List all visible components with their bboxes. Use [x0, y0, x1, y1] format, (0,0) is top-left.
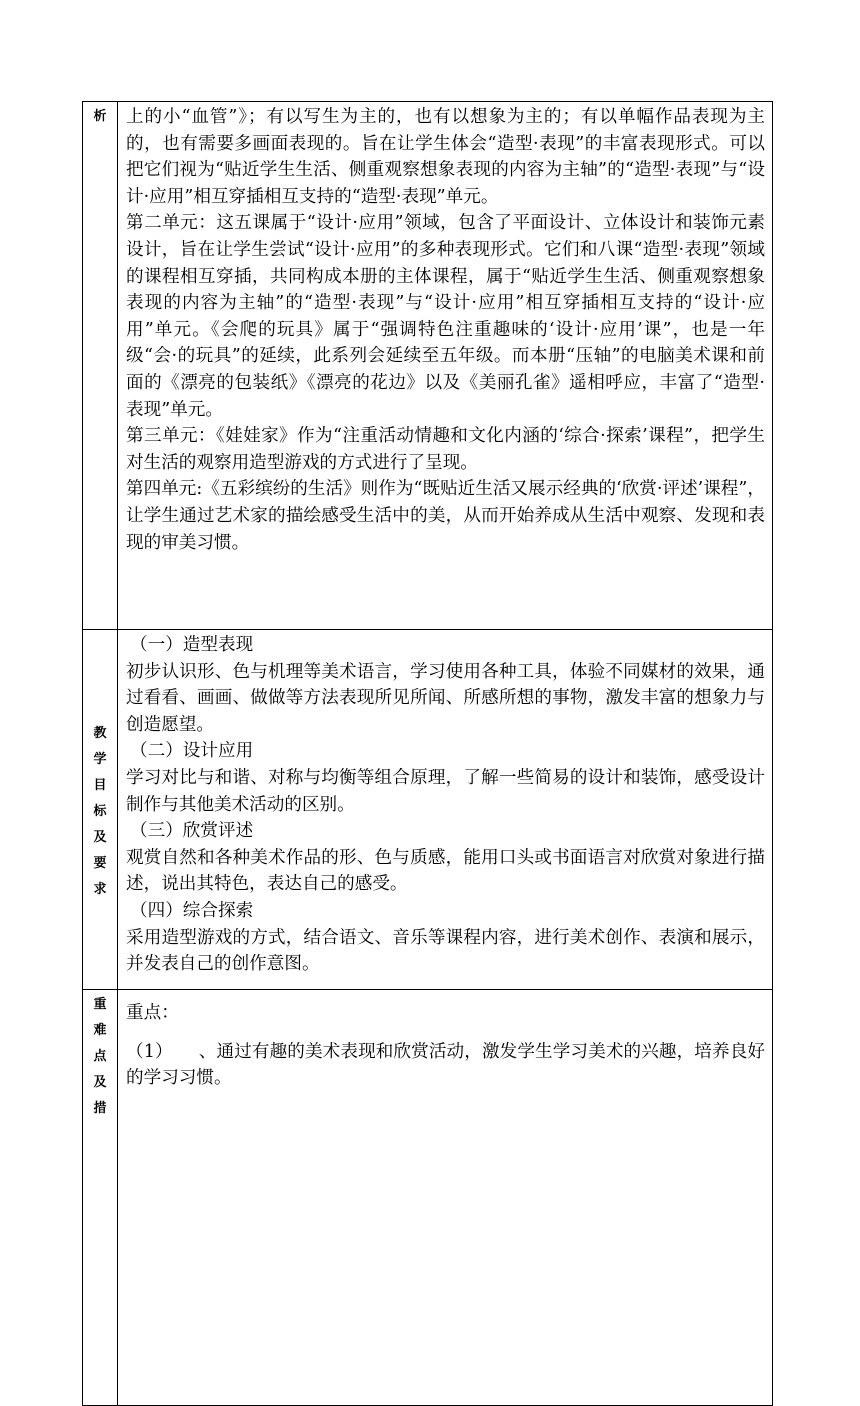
key-points-title: 重点：	[126, 1003, 179, 1023]
analysis-paragraph-1: 上的小“血管”》；有以写生为主的，也有以想象为主的；有以单幅作品表现为主的，也有需要多画面表现的。旨在让学生体会“造型·表现”的丰富表现形式。可以把它们视为“贴近学生生活、侧重观察想象表现的内容为主轴”的“造型·表现”与“设计·应用”相互穿插相互支持的“造型·表现”单元。	[126, 107, 765, 207]
goal-heading-3: （三）欣赏评述	[130, 821, 254, 842]
goals-label-char: 标	[93, 803, 107, 819]
key-label-char: 难	[93, 1023, 107, 1038]
key-label-char: 点	[93, 1049, 107, 1064]
goal-body-4: 采用造型游戏的方式，结合语文、音乐等课程内容，进行美术创作、表演和展示，并发表自己的创作意图。	[126, 927, 765, 975]
key-point-text: 、通过有趣的美术表现和欣赏活动，激发学生学习美术的兴趣，培养良好的学习习惯。	[126, 1041, 765, 1089]
goal-body-1: 初步认识形、色与机理等美术语言，学习使用各种工具，体验不同媒材的效果，通过看看、画画、做做等方法表现所见所闻、所感所想的事物，激发丰富的想象力与创造愿望。	[126, 661, 765, 735]
goals-label-char: 要	[93, 855, 107, 871]
goal-body-3: 观赏自然和各种美术作品的形、色与质感，能用口头或书面语言对欣赏对象进行描述，说出其特色，表达自己的感受。	[126, 847, 765, 895]
analysis-paragraph-2: 第二单元：这五课属于“设计·应用”领域，包含了平面设计、立体设计和装饰元素设计，旨在让学生尝试“设计·应用”的多种表现形式。它们和八课“造型·表现”领域的课程相互穿插，共同构成本册的主体课程，属于“贴近学生生活、侧重观察想象表现的内容为主轴”的“造型·表现”与“设计·应用”相互穿插相互支持的“设计·应用”单元。《会爬的玩具》属于“强调特色注重趣味的‘设计·应用’课”，也是一年级“会·的玩具”的延续，此系列会延续至五年级。而本册“压轴”的电脑美术课和前面的《漂亮的包装纸》《漂亮的花边》以及《美丽孔雀》遥相呼应，丰富了“造型·表现”单元。	[126, 213, 765, 420]
goals-row	[83, 630, 773, 990]
goal-heading-1: （一）造型表现	[130, 635, 254, 655]
lesson-plan-table	[82, 101, 773, 1406]
goals-content	[118, 630, 773, 990]
goals-label-char: 求	[93, 881, 107, 897]
goals-label-char: 教	[93, 725, 107, 741]
goal-heading-4: （四）综合探索	[130, 900, 254, 921]
key-label-char: 及	[93, 1075, 107, 1090]
key-label-char: 措	[93, 1101, 107, 1116]
analysis-label-cell	[83, 102, 118, 630]
goal-heading-2: （二）设计应用	[130, 741, 254, 762]
key-point-number: （1）	[126, 1041, 173, 1062]
key-points-row	[83, 990, 773, 1406]
goals-label-char: 学	[93, 751, 107, 767]
key-label-char: 重	[93, 997, 107, 1012]
goals-label-char: 目	[93, 777, 107, 793]
analysis-content	[118, 102, 773, 630]
key-points-label-cell	[83, 990, 118, 1406]
analysis-row	[83, 102, 773, 630]
goals-label-cell	[83, 630, 118, 990]
analysis-paragraph-3: 第三单元：《娃娃家》作为“注重活动情趣和文化内涵的‘综合·探索’课程”，把学生对生活的观察用造型游戏的方式进行了呈现。	[126, 426, 765, 473]
goal-body-2: 学习对比与和谐、对称与均衡等组合原理，了解一些简易的设计和装饰，感受设计制作与其他美术活动的区别。	[126, 767, 765, 815]
analysis-paragraph-4: 第四单元:《五彩缤纷的生活》则作为“既贴近生活又展示经典的‘欣赏·评述’课程”，让学生通过艺术家的描绘感受生活中的美，从而开始养成从生活中观察、发现和表现的审美习惯。	[126, 479, 765, 553]
key-points-content	[118, 990, 773, 1406]
key-point-item-1	[126, 1039, 765, 1092]
goals-label-char: 及	[93, 829, 107, 845]
analysis-label: 析	[93, 109, 107, 124]
